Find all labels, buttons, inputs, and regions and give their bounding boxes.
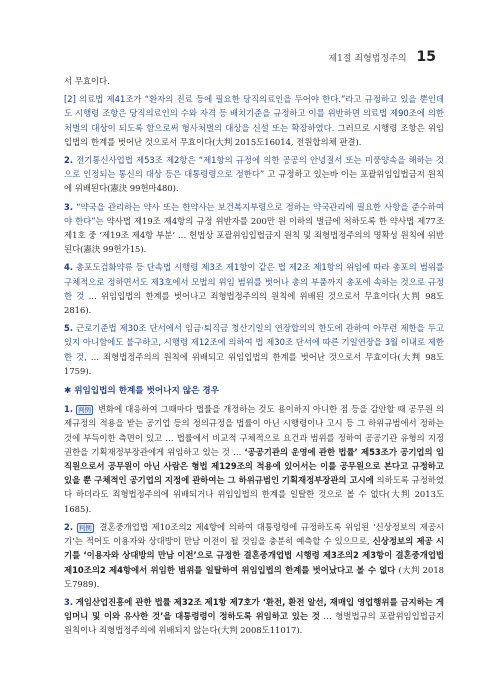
item-number: 3. (64, 596, 74, 607)
body-text: 결혼중개업법 제10조의2 제4항에 의하여 대통령령에 규정하도록 위임된 ‘신상정보의 제공시기’는 적어도 이용자와 상대방이 만남 이전이 될 것임을 충분히 예측할 수 있으므로, (64, 521, 444, 547)
list-item (64, 321, 444, 378)
list-item (64, 595, 444, 638)
item-number: 3. (64, 201, 74, 212)
list-item (64, 153, 444, 196)
section-heading: ✱ 위임입법의 한계를 벗어나지 않은 경우 (64, 386, 219, 397)
highlighted-text: [2] 의료법 제41조가 “환자의 진료 등에 필요한 당직의료인을 두어야 한다.”라고 규정하고 있을 뿐인데도 시행령 조항은 당직의료인의 수와 자격 등 배치기준을 규정하고 이를 위반하면 의료법 제90조에 의한 처벌의 대상이 되도록 함으로써 형사처벌의 대상을 신설 또는 확장하였다. (64, 94, 444, 133)
body-text: 변화에 대응하여 그때마다 법률을 개정하는 것도 용이하지 아니한 점 등을 감안할 때 공무원 의제규정의 적용을 받는 공기업 등의 정의규정을 법률이 아닌 시행령이나 고시 등 그 하위규범에서 정하는 것에 부득이한 측면이 있고 … 법률에서 비교적 구체적으로 요건과 범위를 정하여 공공기관 유형의 지정 권한을 기획재정부장관에게 위임하고 있는 것 … (64, 404, 444, 457)
paragraph-case-2 (64, 92, 444, 149)
highlighted-text: 전기통신사업법 제53조 제2항은 “제1항의 규정에 의한 공공의 안녕질서 또는 미풍양속을 해하는 것으로 인정되는 통신의 대상 등은 대통령령으로 정한다” (64, 155, 444, 180)
page-content (64, 74, 444, 642)
body-text: … 위임입법의 한계를 벗어나고 죄형법정주의의 원칙에 위배된 것으로서 무효이다(大判 98도2816). (64, 290, 445, 316)
body-text: … 형벌법규의 포괄위임입법금지 원칙이나 죄형법정주의에 위배되지 않는다(大判 2008도11017). (64, 611, 444, 636)
emphasis-text: 게임산업진흥에 관한 법률 제32조 제1항 제7호가 ‘환전, 환전 알선, 재매입 영업행위를 금지하는 게임머니 및 이와 유사한 것’을 대통령령이 정하도록 위임하고 있는 것 (64, 596, 444, 622)
body-text: 그러므로 시행령 조항은 위임입법의 한계를 벗어난 것으로서 무효이다(大判 2015도16014, 전원합의체 판결). (64, 122, 444, 147)
body-text: 의하도록 규정하였다 하더라도 죄형법정주의에 위배되거나 위임입법의 한계를 일탈한 것으로 볼 수 없다(大判 2013도1685). (64, 475, 444, 514)
highlighted-text: 총포도검화약류 등 단속법 시행령 제3조 제1항이 같은 법 제2조 제1항의 위임에 따라 총포의 범위를 구체적으로 정하면서도 제3호에서 모법의 위임 범위를 벗어나 총의 부품까지 총포에 속하는 것으로 규정한 것 (64, 262, 444, 301)
list-item (64, 200, 444, 257)
body-text: … 죄형법정주의의 원칙에 위배되고 위임입법의 한계를 벗어난 것으로서 무효이다(大判 98도1759). (64, 351, 444, 376)
page-number: 15 (416, 49, 436, 65)
item-number: 2. (64, 521, 74, 532)
list-item (64, 520, 444, 591)
item-number: 4. (64, 262, 74, 273)
body-text: (大判 2018도7989). (64, 564, 444, 589)
page-header (64, 48, 436, 64)
item-number: 1. (64, 404, 74, 415)
highlighted-text: “약국을 관리하는 약사 또는 한약사는 보건복지부령으로 정하는 약국관리에 필요한 사항을 준수하여야 한다”는 (64, 201, 444, 226)
bullet-icon: ✱ (64, 386, 72, 397)
item-number: 5. (64, 323, 74, 334)
list-item (64, 402, 444, 516)
chapter-title: 제1절 죄형법정주의 (328, 54, 407, 64)
paragraph-continuation: 서 무효이다. (64, 76, 110, 86)
list-item (64, 260, 444, 317)
body-text: 고 규정하고 있는바 이는 포괄위임입법금지 원칙에 위배된다(憲決 99헌마480). (64, 169, 444, 194)
emphasis-text: 신상정보의 제공 시기를 ‘이용자와 상대방의 만남 이전’으로 규정한 결혼중개업법 시행령 제3조의2 제3항이 결혼중개업법 제10조의2 제4항에서 위임한 범위를 일탈하여 위임입법의 한계를 벗어났다고 볼 수 없다 (64, 536, 444, 575)
body-text: 약사법 제19조 제4항의 규정 위반자를 200만 원 이하의 벌금에 처하도록 한 약사법 제77조 제1호 중 ‘제19조 제4항 부분’ … 헌법상 포괄위임입법금지 원칙 및 죄형법정주의의 명확성 원칙에 위반된다(憲決 99헌가15). (64, 215, 444, 255)
case-badge: 判例 (77, 406, 91, 415)
emphasis-text: ‘공공기관의 운영에 관한 법률’ 제53조가 공기업의 임직원으로서 공무원이 아닌 사람은 형법 제129조의 적용에 있어서는 이를 공무원으로 본다고 규정하고 있을 뿐 구체적인 공기업의 지정에 관하여는 그 하위규범인 (64, 446, 444, 486)
item-number: 2. (64, 155, 74, 166)
case-badge: 判例 (78, 523, 92, 532)
highlighted-text: 근로기준법 제30조 단서에서 임금·퇴직금 청산기일의 연장합의의 한도에 관하여 아무런 제한을 두고 있지 아니함에도 불구하고, 시행령 제12조에 의하여 법 제30조 단서에 따른 기일연장을 3월 이내로 제한한 것, (64, 323, 444, 362)
emphasis-text: 기획재정부장관의 고시에 (281, 475, 374, 486)
